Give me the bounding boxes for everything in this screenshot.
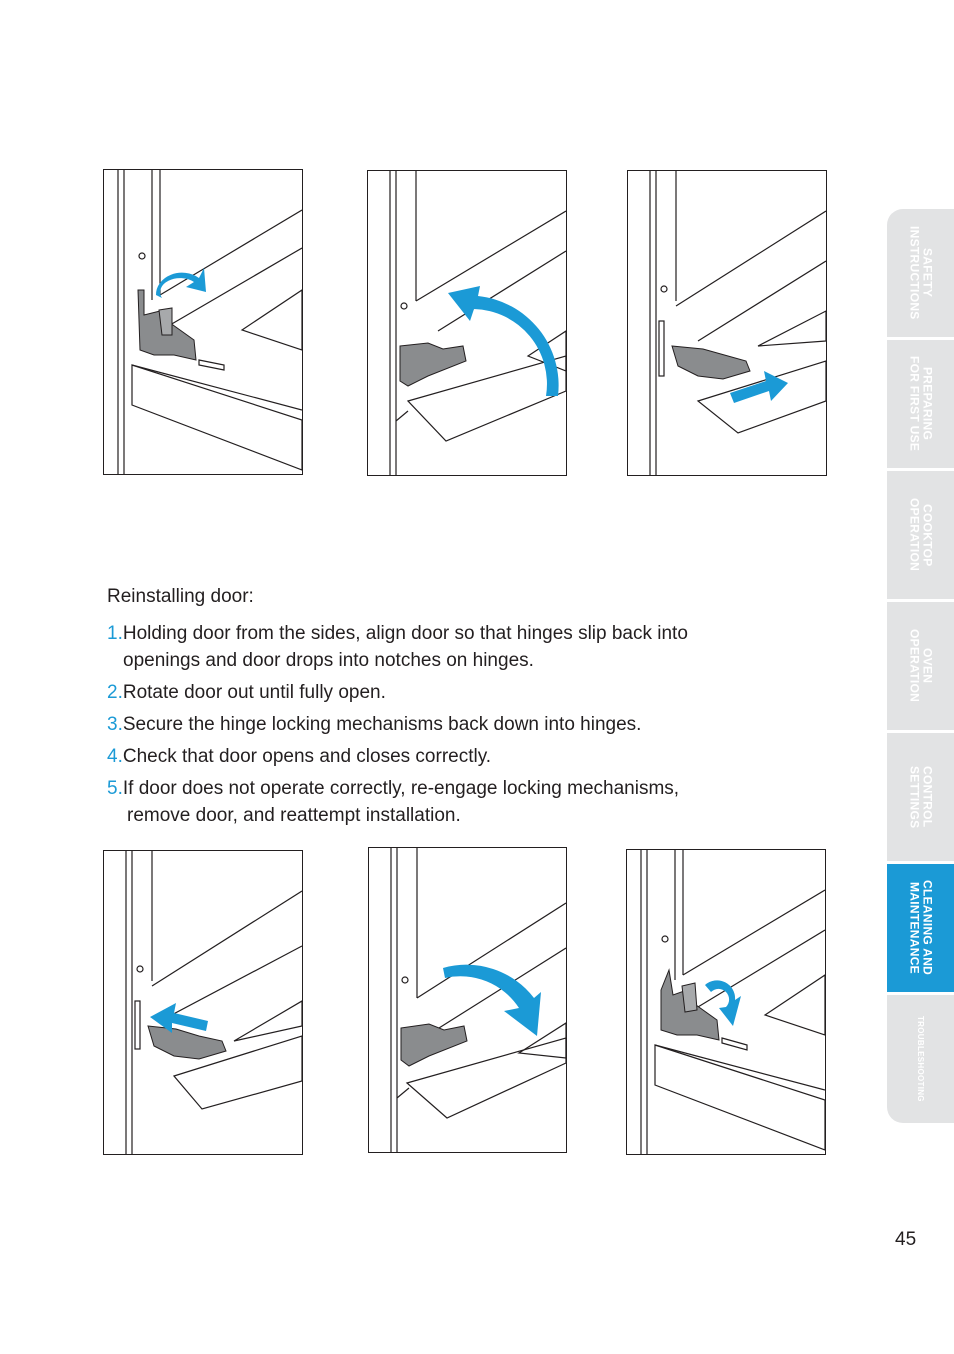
figure-lock-hinge [626,849,826,1155]
hinge-lock-rotate-icon [104,170,302,474]
figure-remove-door [627,170,827,476]
reinstall-steps [107,620,827,834]
tab-cleaning-and-maintenance[interactable]: CLEANING AND MAINTENANCE [887,864,954,992]
figure-rotate-door [368,847,567,1153]
figure-open-door [367,170,567,476]
reinstall-heading: Reinstalling door: [107,586,254,607]
tab-troubleshooting[interactable]: TROUBLESHOOTING [887,995,954,1123]
step-2: 2.Rotate door out until fully open. [107,682,386,703]
step-4: 4.Check that door opens and closes correctly. [107,746,492,767]
tab-safety-instructions[interactable]: SAFETY INSTRUCTIONS [887,209,954,337]
tab-cooktop-operation[interactable]: COOKTOP OPERATION [887,471,954,599]
door-open-arc-icon [368,171,566,475]
page-number: 45 [895,1229,917,1250]
step-1: 1.Holding door from the sides, align door so that hinges slip back into openings and door drops into notches on hinges. [107,623,688,671]
figure-unlock-hinge [103,169,303,475]
step-5: 5.If door does not operate correctly, re-engage locking mechanisms, remove door, and reattempt installation. [107,778,680,826]
tab-control-settings[interactable]: CONTROL SETTINGS [887,733,954,861]
door-slide-in-icon [104,851,302,1154]
hinge-lock-secure-icon [627,850,825,1154]
figure-insert-door [103,850,303,1155]
door-slide-out-icon [628,171,826,475]
door-rotate-down-icon [369,848,566,1152]
section-tabs [887,209,954,1123]
step-3: 3.Secure the hinge locking mechanisms back down into hinges. [107,714,642,735]
tab-preparing-for-first-use[interactable]: PREPARING FOR FIRST USE [887,340,954,468]
tab-oven-operation[interactable]: OVEN OPERATION [887,602,954,730]
